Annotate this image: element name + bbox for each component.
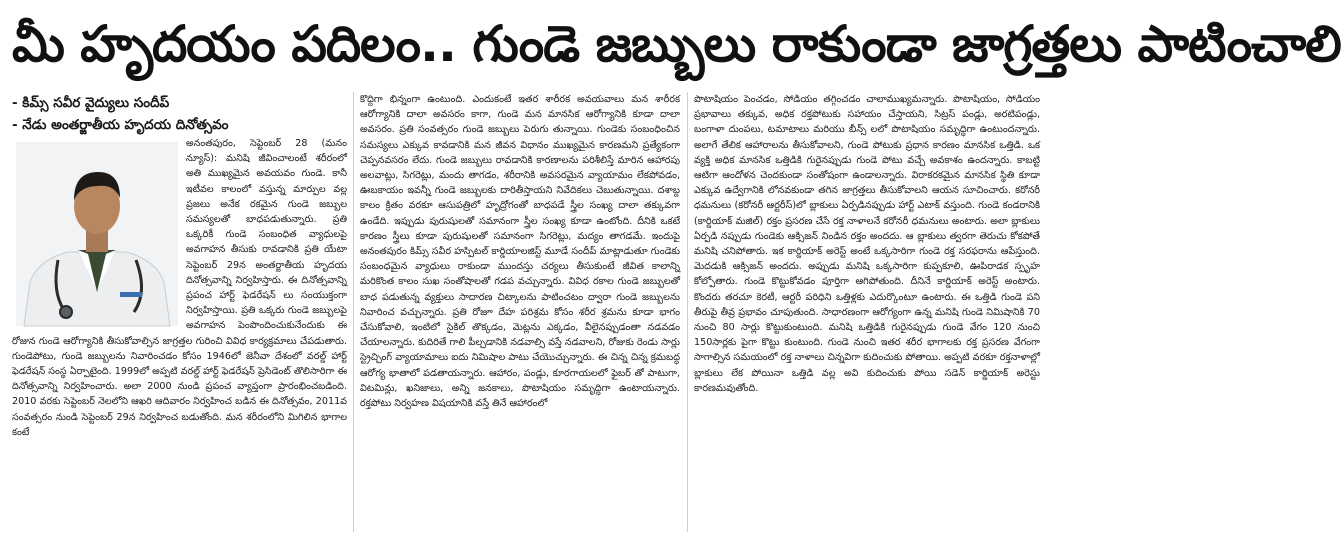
article-column-1 (12, 92, 347, 532)
article-headline: మీ హృదయం పదిలం.. గుండె జబ్బులు రాకుండా జాగ్రత్తలు పాటించాలి (12, 15, 1341, 73)
article-body-text: పొటాషియం పెంచడం, సోడియం తగ్గించడం చాలాముఖ్యమన్నారు. పొటాషియం, సోడియం ప్రభావాలు తక్కువ, అధిక రక్తపోటుకు సహాయం చేస్తాయని, సిట్రస్ పండ్లు, అరటిపండ్లు, బంగాళా దుంపలు, టమాటాలు మరియు బీన్స్ లలో పొటాషియం సమృద్ధిగా ఉంటుందన్నారు. అలాగే తేలిక ఆహారాలను తీసుకోవాలని, గుండె పోటుకు ప్రధాన కారణం మానసిక ఒత్తిడి. ఒక వ్యక్తి అధిక మానసిక ఒత్తిడికి గురైనప్పుడు గుండె పోటు వచ్చే అవకాశం ఉందన్నారు. కాబట్టి ఆటిగా ఆందోళన చెందకుండా సంతోషంగా ఉండాలన్నారు. విరాకరకమైన మానసిక స్థితి కూడా ఎక్కువ ఉద్వేగానికి లోనవకుండా తగిన జాగ్రత్తలు తీసుకోవాలని ఆయన సూచించారు. కరోనరీ ధమనులు (కరోనరీ ఆర్టరీస్)లో బ్లాకులు ఏర్పడినప్పుడు హార్ట్ ఎటాక్ వస్తుంది. గుండె కండరానికి (కార్డియాక్ మజిల్) రక్తం ప్రసరణ చేసే రక్త నాళాలనే కరోనరీ ధమనులు అంటారు. అలా బ్లాకులు ఏర్పడి నప్పుడు గుండెకు ఆక్సిజన్ నిండిన రక్తం అందదు. ఆ బ్లాకులు త్వరగా తెరుచు కోకపోతే మనిషి చనిపోతారు. ఇక కార్డియాక్ అరెస్ట్ అంటే ఒక్కసారిగా గుండె రక్త సరఫరాను ఆపేస్తుంది. మెదడుకి ఆక్సిజన్ అందదు. అప్పుడు మనిషి ఒక్కసారిగా కుప్పకూలి, ఊపిరాడక స్పృహ కోల్పోతారు. గుండె కొట్టుకోవడం పూర్తిగా ఆగిపోతుంది. దీనినే కార్డియాక్ అరెస్ట్ అంటారు. కొందరు తరచూ కెరటీ, ఆర్టరీ పరిధిని ఒత్తిళ్లకు ఎదుర్కొంటూ ఉంటారు. ఈ ఒత్తిడి గుండె పని తీరుపై తీవ్ర ప్రభావం చూపుతుంది. సాధారణంగా ఆరోగ్యంగా ఉన్న మనిషి గుండె నిమిషానికి 70 నుంచి 80 సార్లు కొట్టుకుంటుంది. మనిషి ఒత్తిడికి గురైనప్పుడు గుండె వేగం 120 నుంచి 150సార్లకు పైగా కొట్టు కుంటుంది. గుండె నుంచి ఇతర శరీర భాగాలకు రక్త ప్రసరణ వేగంగా సాగాల్సిన సమయంలో రక్త నాళాలు చిన్నవిగా కుదించుకు పోతాయి. అప్పటి వరకూ రక్తనాళాల్లో బ్లాకులు లేక పోయినా ఒత్తిడి వల్ల అవి కుదించుకు పోయి సడెన్ కార్డియాక్ అరెస్టు కారణమవుతోంది. (694, 94, 1040, 394)
doctor-portrait-icon (16, 142, 178, 326)
subheading: - నేడు అంతర్జాతీయ హృదయ దినోత్సవం (12, 117, 229, 133)
article-column-2 (360, 92, 680, 532)
column-divider (687, 92, 688, 532)
subheading: - కిమ్స్ సవీర వైద్యులు సందీప్ (12, 95, 170, 111)
article-body-text: కొద్దిగా భిన్నంగా ఉంటుంది. ఎందుకంటే ఇతర శారీరక అవయవాలు మన శారీరక ఆరోగ్యానికి దాలా అవసరం కాగా, గుండె మన మానసిక ఆరోగ్యానికి కూడా దాలా అవసరం. ప్రతి సంవత్సరం గుండె జబ్బులు పెరుగు తున్నాయి. గుండెకు సంబంధించిన సమస్యలు ఎక్కువ కావడానికి మన జీవన విధానం ముఖ్యమైన కారణమని ప్రత్యేకంగా చెప్పనవసరం లేదు. గుండె జబ్బులు రావడానికి కారణాలను పరిశీలిస్తే మారిన ఆహారపు అలవాట్లు, సిగరెట్లు, మందు తాగడం, శరీరానికి అవసరమైన వ్యాయామం లేకపోవడం, ఊబకాయం ఇవన్నీ గుండె జబ్బులకు దారితీస్తాయని నివేదికలు చెబుతున్నాయి. దశాబ్ద కాలం క్రితం వరకూ ఆసుపత్రిలో హృద్రోగంతో బాధపడే స్త్రీల సంఖ్య దాలా తక్కువగా ఉండేది. ఇప్పుడు పురుషులతో సమానంగా స్త్రీల సంఖ్య కూడా ఉంటోంది. దీనికి ఒకటే కారణం స్త్రీలు కూడా పురుషులతో సమానంగా సిగరెట్లు, మద్యం తాగడమే. ఇందుపై అనంతపురం కిమ్స్ సవీర హస్పిటల్ కార్డియాలజిస్ట్ మూడే సందీప్ మాట్లాడుతూ గుండెకు సంబంధమైన వ్యాధులు రాకుండా ముందస్తు చర్యలు తీసుకుంటే జీవిత కాలాన్ని మరికొంత కాలం సుఖ సంతోషాలతో గడప వచ్చున్నారు. వివిధ రకాల గుండె జబ్బులతో బాధ పడుతున్న వ్యక్తులు సాదారణ చిట్కాలను పాటించటం ద్వారా గుండె జబ్బులను నివారించ వచ్చున్నారు. ప్రతి రోజూ దేహ పరిశ్రమ కోసం శరీర శ్రమను కూడా భాగం చేసుకోవాలి, ఇంటిలో సైకిల్ తొక్కడం, మెట్లను ఎక్కడం, వీలైనప్పుడంతా నడవడం చేయాలన్నారు. కుదిరితే గాలి పీల్చడానికి నడవాల్సి వస్తే నడవాలని, రోజుకు రెండు సార్లు స్ట్రెచ్చింగ్ వ్యాయామాలు ఐదు నిమిషాల పాటు చేయొచ్చున్నారు. ఈ చిన్న చిన్న క్రమబద్ధ ఆరోగ్య భాతాలో పడతాయన్నారు. ఆహారం, పండ్లు, కూరగాయలలో ఫైబర్ తో పాటుగా, విటమిన్లు, ఖనిజాలు, అన్ని జనకాలు, పొటాషియం సమృద్ధిగా ఉంటాయన్నారు. రక్తపోటు నిర్వహణ విషయానికి వస్తే తినే ఆహారంలో (360, 94, 680, 410)
article-column-3 (694, 92, 1040, 532)
article-body-text: అనంతపురం, సెప్టెంబర్ 28 (మనం న్యూస్): మనిషి జీవించాలంటే శరీరంలో అతి ముఖ్యమైన అవయవం గుండె. కానీ ఇటీవల కాలంలో వస్తున్న మార్పుల వల్ల ప్రజలు అనేక రకమైన గుండె జబ్బుల సమస్యలతో బాధపడుతున్నారు. ప్రతి ఒక్కరికీ గుండె సంబంధిత వ్యాధులపై అవగాహన తీసుకు రావడానికి ప్రతి యేటా సెప్టెంబర్ 29న అంతర్జాతీయ హృదయ దినోత్సవాన్ని నిర్వహిస్తారు. ఈ దినోత్సవాన్ని ప్రపంచ హార్ట్ ఫెడరేషన్ లు సంయుక్తంగా నిర్వహిస్తాయి. ప్రతి ఒక్కరు గుండె జబ్బులపై అవగాహన పెంపొందించుకునేందుకు ఈ రోజున గుండె ఆరోగ్యానికి తీసుకోవాల్సిన జాగ్రత్తల గురించి వివిధ కార్యక్రమాలు చేపడుతారు. గుండెపోటు, గుండె జబ్బులను నివారించడం కోసం 1946లో జెనీవా దేశంలో వరల్డ్ హార్ట్ ఫెడరేషన్ సంస్థ ఏర్పాటైంది. 1999లో అప్పటి వరల్డ్ హార్ట్ ఫెడరేషన్ ప్రెసిడెంట్ తొలిసారిగా ఈ దినోత్సవాన్ని నిర్వహించారు. అలా 2000 నుండి ప్రపంచ వ్యాప్తంగా ప్రారంభించబడింది. 2010 వరకు సెప్టెంబర్ నెలలోని ఆఖరి ఆదివారం నిర్వహించ బడిన ఈ దినోత్సవం, 2011వ సంవత్సరం నుండి సెప్టెంబర్ 29న నిర్వహించ బడుతోంది. మన శరీరంలోని మిగిలిన భాగాల కంటే (12, 138, 347, 438)
doctor-photo (16, 142, 178, 326)
column-divider (353, 92, 354, 532)
